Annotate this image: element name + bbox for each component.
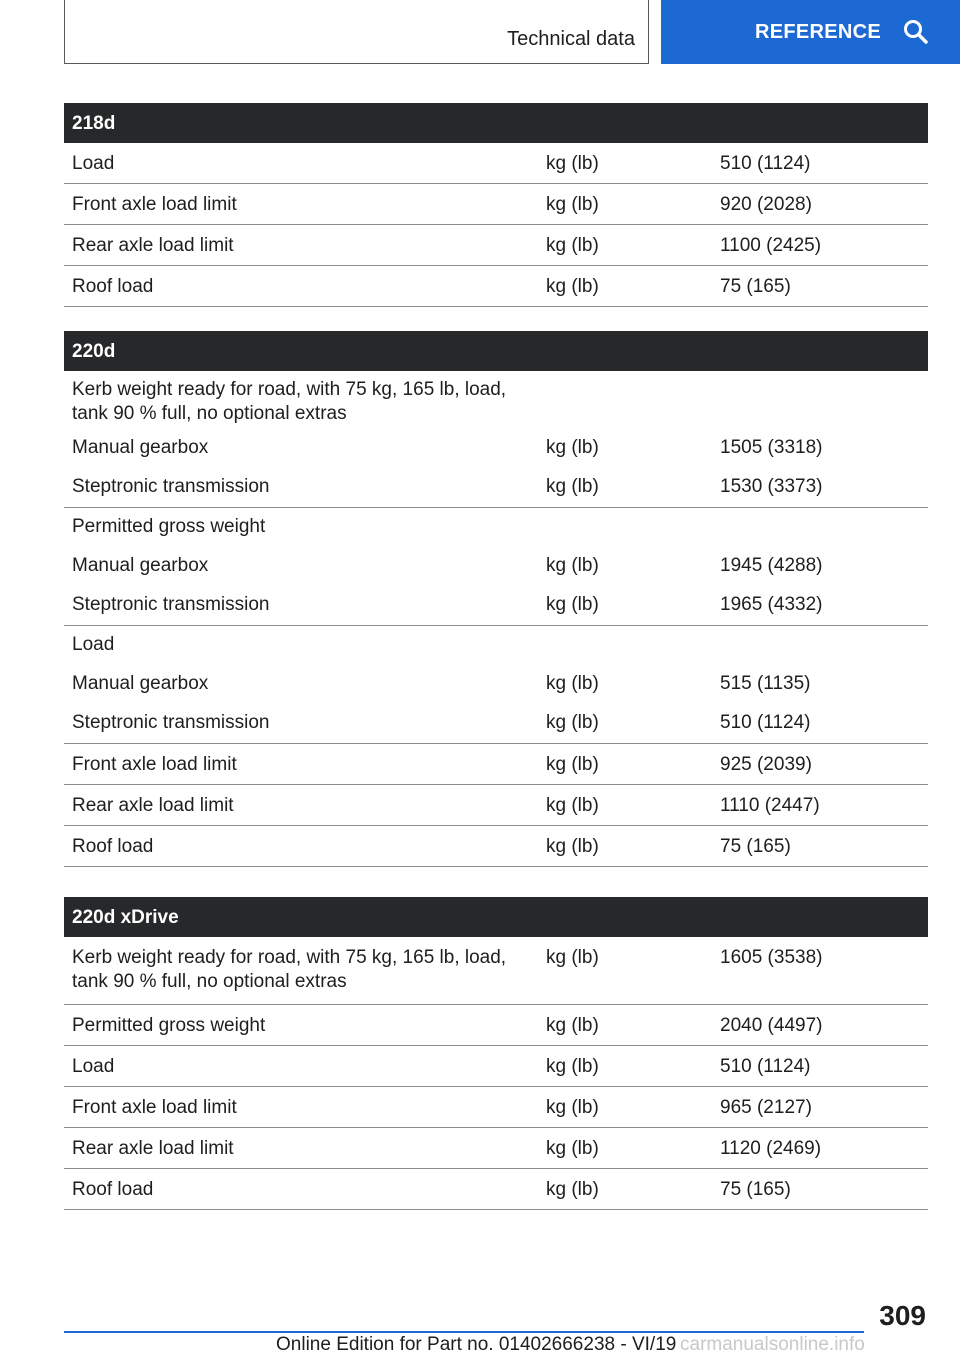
- row-label: [64, 946, 538, 994]
- row-unit: kg (lb): [546, 754, 599, 775]
- table-row: [64, 626, 928, 665]
- row-unit: kg (lb): [546, 795, 599, 816]
- row-unit: kg (lb): [546, 555, 599, 576]
- row-label: Rear axle load limit: [72, 235, 234, 256]
- row-label: Rear axle load limit: [72, 795, 234, 816]
- table-220d-xdrive: [64, 897, 928, 1210]
- table-row: [64, 785, 928, 826]
- table-row: [64, 143, 928, 184]
- row-unit: kg (lb): [546, 712, 599, 733]
- row-label: Load: [72, 1056, 115, 1077]
- row-label: Permitted gross weight: [72, 1015, 266, 1036]
- row-label: Load: [72, 153, 115, 174]
- row-value: 1965 (4332): [720, 594, 823, 615]
- row-label-line: Kerb weight ready for road, with 75 kg, 165 lb, load,: [72, 379, 507, 400]
- row-unit: kg (lb): [546, 836, 599, 857]
- table-row: [64, 1169, 928, 1210]
- row-unit: kg (lb): [546, 673, 599, 694]
- watermark: carmanualsonline.info: [680, 1334, 865, 1355]
- search-icon[interactable]: [903, 19, 929, 45]
- reference-tab[interactable]: [661, 0, 960, 64]
- row-label: Manual gearbox: [72, 555, 209, 576]
- row-label: Steptronic transmission: [72, 476, 270, 497]
- row-unit: kg (lb): [546, 476, 599, 497]
- table-row: [64, 586, 928, 626]
- table-row: [64, 266, 928, 307]
- table-row: [64, 665, 928, 704]
- table-218d: [64, 103, 928, 307]
- table-row: [64, 704, 928, 744]
- row-value: 1945 (4288): [720, 555, 823, 576]
- table-220d: [64, 331, 928, 867]
- table-row: [64, 1087, 928, 1128]
- table-row: [64, 826, 928, 867]
- row-value: 1530 (3373): [720, 476, 823, 497]
- row-value: 1100 (2425): [720, 235, 822, 256]
- row-unit: kg (lb): [546, 194, 599, 215]
- table-row: [64, 1005, 928, 1046]
- row-value: 1605 (3538): [720, 947, 823, 968]
- table-row: [64, 468, 928, 508]
- row-unit: kg (lb): [546, 594, 599, 615]
- row-label: Permitted gross weight: [72, 516, 266, 537]
- row-unit: kg (lb): [546, 1179, 599, 1200]
- table-row: [64, 508, 928, 547]
- row-unit: kg (lb): [546, 1097, 599, 1118]
- row-label: [64, 378, 538, 426]
- row-value: 2040 (4497): [720, 1015, 823, 1036]
- row-label: Roof load: [72, 1179, 154, 1200]
- row-label: Load: [72, 634, 115, 655]
- row-value: 925 (2039): [720, 754, 812, 775]
- footer-divider: [64, 1331, 864, 1333]
- page-number: 309: [879, 1300, 926, 1331]
- table-row: [64, 937, 928, 1005]
- table-row: [64, 1128, 928, 1169]
- header-section-title: Technical data: [507, 28, 635, 50]
- row-value: 965 (2127): [720, 1097, 812, 1118]
- row-label-line: tank 90 % full, no optional extras: [72, 971, 347, 992]
- row-unit: kg (lb): [546, 947, 599, 968]
- row-label: Roof load: [72, 276, 154, 297]
- row-label: Manual gearbox: [72, 437, 209, 458]
- row-unit: kg (lb): [546, 276, 599, 297]
- row-label: Front axle load limit: [72, 194, 237, 215]
- row-value: 1505 (3318): [720, 437, 823, 458]
- row-label-line: tank 90 % full, no optional extras: [72, 403, 347, 424]
- row-label-line: Kerb weight ready for road, with 75 kg, 165 lb, load,: [72, 947, 507, 968]
- table-row: [64, 184, 928, 225]
- row-label: Front axle load limit: [72, 754, 237, 775]
- row-value: 510 (1124): [720, 153, 811, 174]
- row-value: 1120 (2469): [720, 1138, 822, 1159]
- row-unit: kg (lb): [546, 437, 599, 458]
- row-value: 1110 (2447): [720, 795, 820, 816]
- footer-edition: Online Edition for Part no. 01402666238 - VI/19: [276, 1334, 677, 1355]
- row-value: 75 (165): [720, 276, 791, 297]
- table-title: 220d xDrive: [64, 897, 928, 937]
- table-row: [64, 225, 928, 266]
- table-row: [64, 429, 928, 468]
- row-value: 510 (1124): [720, 1056, 811, 1077]
- row-label: Rear axle load limit: [72, 1138, 234, 1159]
- row-unit: kg (lb): [546, 235, 599, 256]
- row-unit: kg (lb): [546, 1056, 599, 1077]
- reference-label: REFERENCE: [755, 20, 882, 43]
- table-title: 218d: [64, 103, 928, 143]
- row-label: Front axle load limit: [72, 1097, 237, 1118]
- row-unit: kg (lb): [546, 1138, 599, 1159]
- row-label: Steptronic transmission: [72, 712, 270, 733]
- row-unit: kg (lb): [546, 1015, 599, 1036]
- row-value: 510 (1124): [720, 712, 811, 733]
- row-label: Manual gearbox: [72, 673, 209, 694]
- table-row: [64, 1046, 928, 1087]
- row-unit: kg (lb): [546, 153, 599, 174]
- row-label: Roof load: [72, 836, 154, 857]
- row-value: 515 (1135): [720, 673, 811, 694]
- table-row: [64, 744, 928, 785]
- row-value: 75 (165): [720, 836, 791, 857]
- row-label: Steptronic transmission: [72, 594, 270, 615]
- table-row: [64, 547, 928, 586]
- row-value: 920 (2028): [720, 194, 812, 215]
- row-value: 75 (165): [720, 1179, 791, 1200]
- table-row: [64, 371, 928, 429]
- table-title: 220d: [64, 331, 928, 371]
